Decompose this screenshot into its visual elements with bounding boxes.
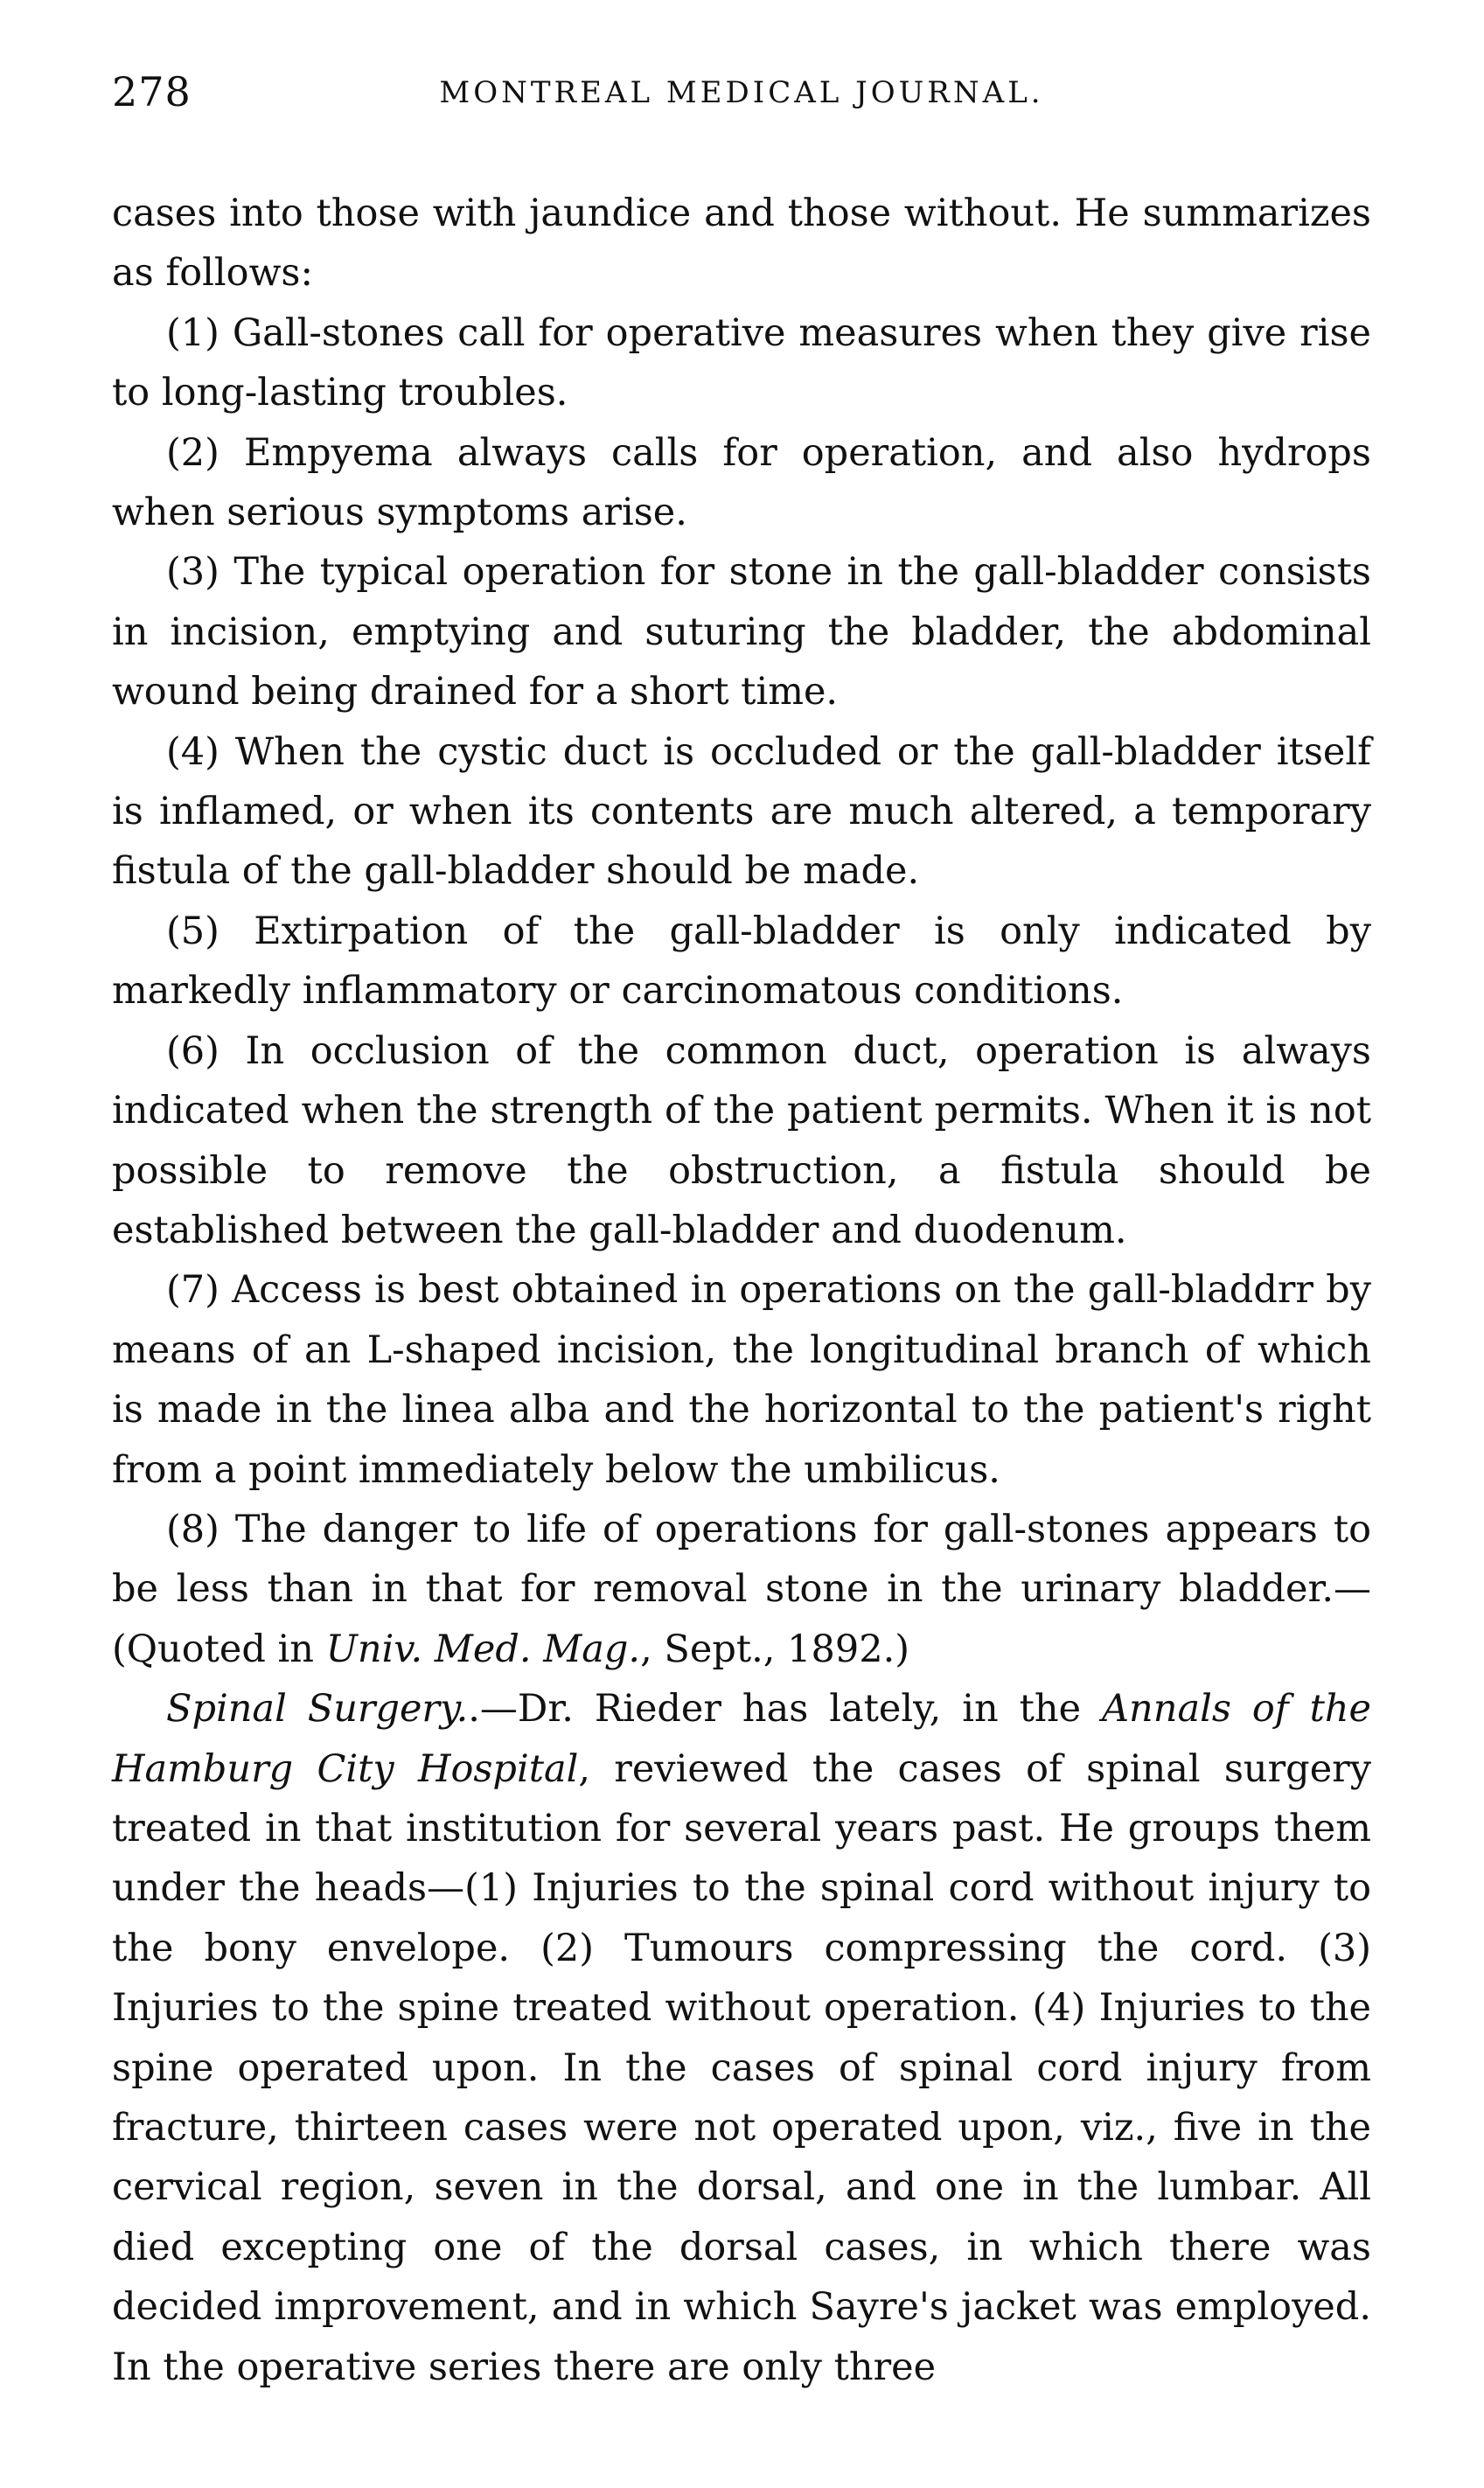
citation-journal: Univ. Med. Mag. <box>325 1627 641 1671</box>
conclusion-1: (1) Gall-stones call for operative measures when they give rise to long-lasting troubles. <box>112 310 1371 415</box>
annals-title: Annals of the Hamburg City Hospital <box>112 1687 1371 1791</box>
conclusion-7: (7) Access is best obtained in operations on the gall-bladdrr by means of an L-shaped incision, the longitudinal branch of which is made in the linea alba and the horizontal to the patient's right from a point immediately below the umbilicus. <box>112 1268 1371 1492</box>
conclusion-5: (5) Extirpation of the gall-bladder is only indicated by markedly inflammatory or carcinomatous conditions. <box>112 909 1371 1014</box>
citation-date: , Sept., 1892.) <box>640 1627 910 1671</box>
journal-title: MONTREAL MEDICAL JOURNAL. <box>439 75 1044 110</box>
conclusion-6: (6) In occlusion of the common duct, operation is always indicated when the strength of the patient permits. When it is not possible to remove the obstruction, a fistula should be established between the gall-bladder and duodenum. <box>112 1028 1371 1252</box>
conclusion-8 <box>112 1500 1371 1679</box>
conclusion-2: (2) Empyema always calls for operation, and also hydrops when serious symptoms arise. <box>112 430 1371 535</box>
spinal-surgery-paragraph <box>112 1679 1371 2397</box>
spinal-body: , reviewed the cases of spinal surgery treated in that institution for several years past. He groups them under the heads—(1) Injuries to the spinal cord without injury to the bony envelope. (2) Tumours compressing the cord. (3) Injuries to the spine treated without operation. (4) Injuries to the spine operated upon. In the cases of spinal cord injury from fracture, thirteen cases were not operated upon, viz., five in the cervical region, seven in the dorsal, and one in the lumbar. All died excepting one of the dorsal cases, in which there was decided improvement, and in which Sayre's jacket was employed. In the operative series there are only three <box>112 1746 1371 2389</box>
article-body <box>112 184 1371 2397</box>
conclusion-8-text: (8) The danger to life of operations for gall-stones appears to be less than in that for removal stone in the urinary bladder.—(Quoted in <box>112 1507 1371 1671</box>
conclusion-4: (4) When the cystic duct is occluded or the gall-bladder itself is inflamed, or when its contents are much altered, a temporary fistula of the gall-bladder should be made. <box>112 729 1371 894</box>
conclusion-3: (3) The typical operation for stone in the gall-bladder consists in incision, emptying and suturing the bladder, the abdominal wound being drained for a short time. <box>112 550 1371 714</box>
running-head <box>112 68 1371 129</box>
section-heading: Spinal Surgery. <box>166 1687 469 1732</box>
journal-page <box>112 68 1371 2397</box>
page-number: 278 <box>112 68 192 115</box>
spinal-lead-in: .—Dr. Rieder has lately, in the <box>468 1687 1102 1732</box>
intro-paragraph: cases into those with jaundice and those without. He summarizes as follows: <box>112 192 1371 296</box>
